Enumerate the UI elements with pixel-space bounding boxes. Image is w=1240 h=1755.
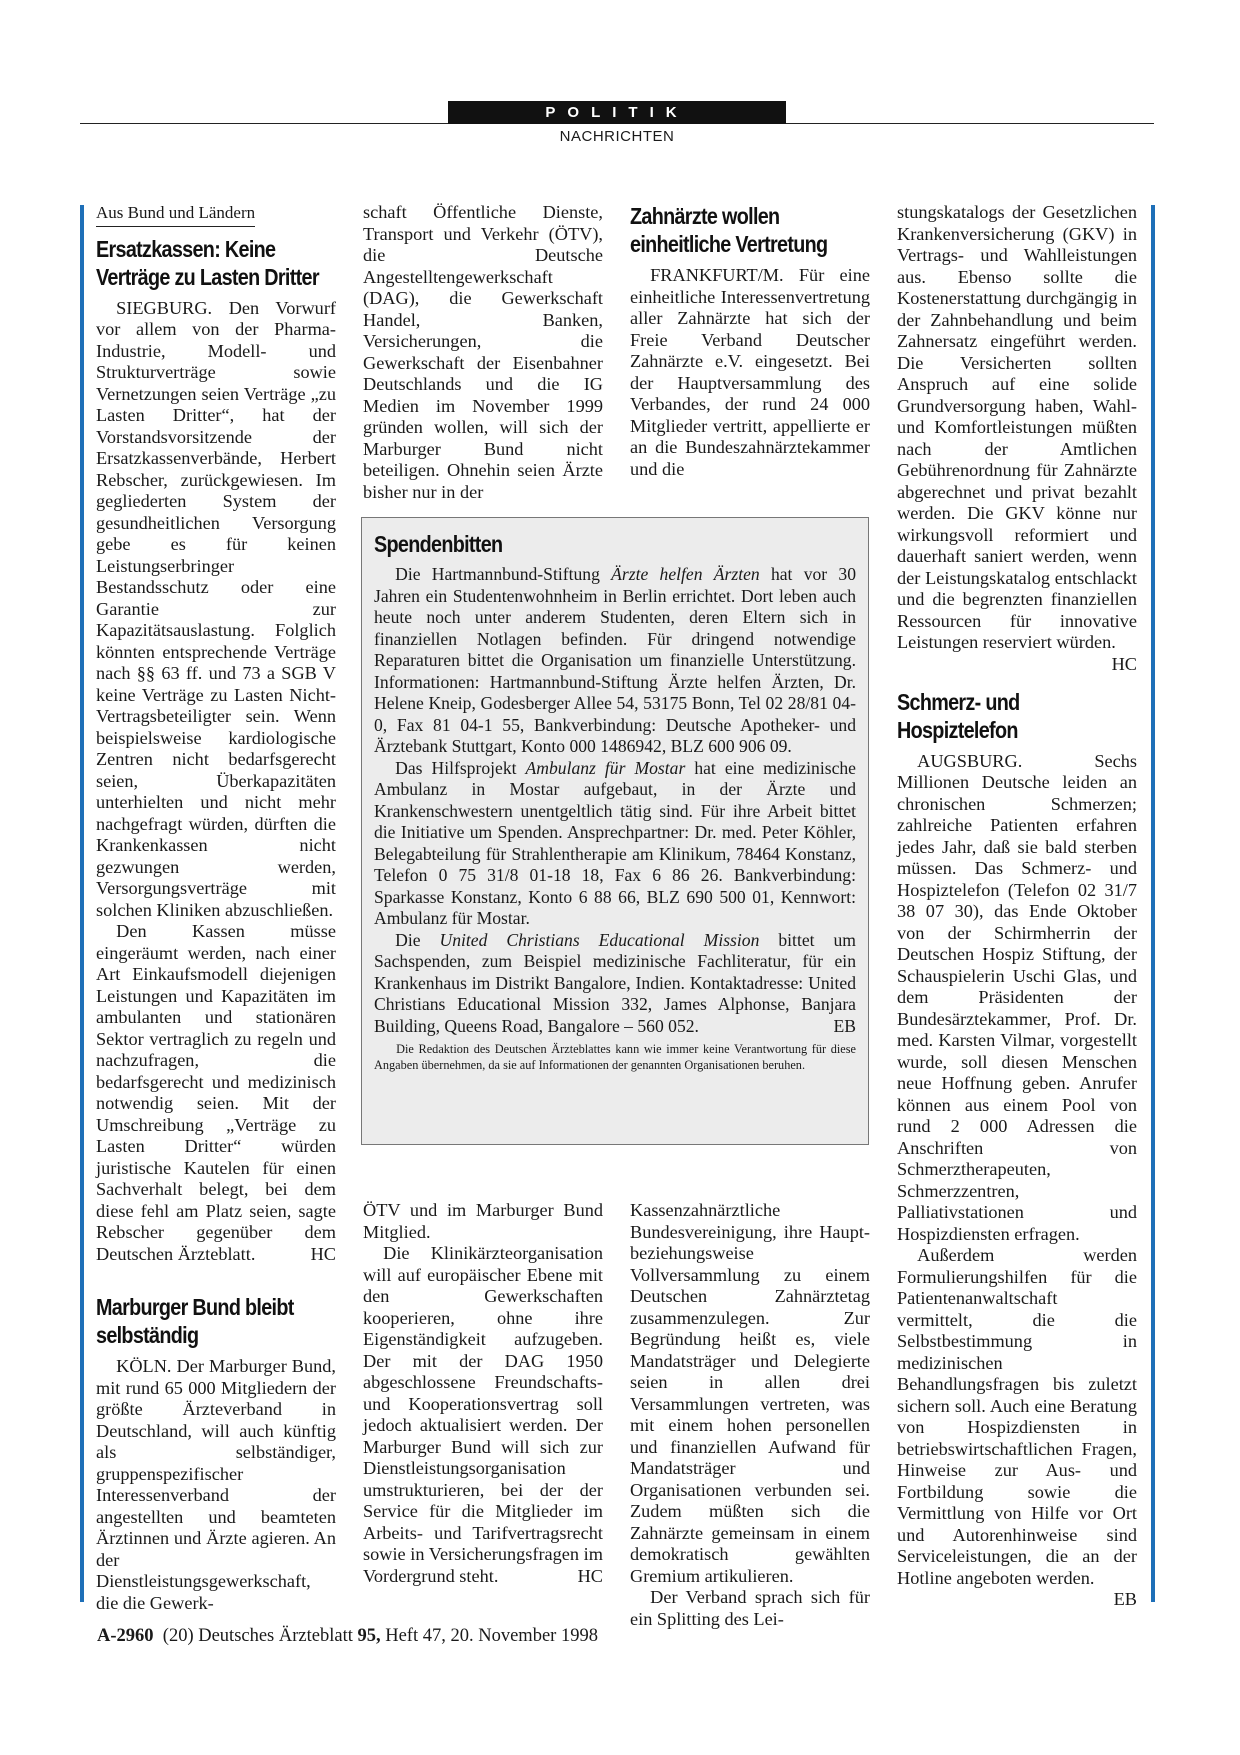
headline-schmerztelefon: Schmerz- und Hospiztelefon — [897, 688, 1020, 743]
subsection-label: NACHRICHTEN — [559, 128, 675, 145]
box-paragraph: Die United Christians Educational Mission bittet um Sachspenden, zum Beispiel medizinische Fachliteratur, für ein Krankenhaus im Distrikt Bangalore, Indien. Kontaktadresse: United Christians Educational Mission 332, James Alphonse, Banjara Building, Queens Road, Bangalore – 560 052. EB — [374, 929, 856, 1036]
article-paragraph: Außerdem werden Formulierungshilfen für die Patientenanwaltschaft vermittelt, die die Selbstbestimmung in medizinischen Behandlungsfragen bis zuletzt sichern soll. Auch eine Beratung von Hospizdiensten in betriebswirtschaftlichen Fragen, Hinweise zur Aus- und Fortbildung sowie die Vermittlung von Hilfe vor Ort und Autorenhinweise sind Serviceleistungen, die an der Hotline angeboten werden. EB — [897, 1245, 1137, 1609]
article-paragraph: stungskatalogs der Gesetzlichen Krankenversicherung (GKV) in Vertrags- und Wahlleistungen aus. Ebenso sollte die Kostenerstattung durchgängig in der Zahnbehandlung und beim Zahnersatz eingeführt werden. Die Versicherten sollten Anspruch auf eine solide Grundversorgung haben, Wahl- und Komfortleistungen müßten nach der Amtlichen Gebührenordnung für Zahnärzte abgerechnet und privat bezahlt werden. Die GKV könne nur wirkungsvoll reformiert und dauerhaft saniert werden, wenn der Leistungskatalog entschlackt und die begrenzten finanziellen Ressourcen für innovative Leistungen reserviert würden. HC — [897, 202, 1137, 674]
column-accent-bar-right — [1151, 205, 1155, 1602]
article-paragraph: Der Verband sprach sich für ein Splitting des Lei- — [630, 1587, 870, 1629]
column-4 — [897, 202, 1137, 1611]
page-number: A-2960 — [97, 1626, 154, 1646]
rubric: Aus Bund und Ländern — [96, 202, 255, 227]
page-footer: A-2960 (20) Deutsches Ärzteblatt 95, Heft 47, 20. November 1998 — [97, 1626, 598, 1646]
article-paragraph: ÖTV und im Marburger Bund Mitglied. — [363, 1200, 603, 1242]
column-2-bottom — [363, 1200, 603, 1587]
editorial-note: Die Redaktion des Deutschen Ärzteblattes kann wie immer keine Verantwortung für diese Angaben übernehmen, da sie auf Informationen der genannten Organisationen beruhen. — [374, 1042, 856, 1072]
headline-ersatzkassen: Ersatzkassen: Keine Verträge zu Lasten Dritter — [96, 235, 319, 290]
article-paragraph: FRANKFURT/M. Für eine einheitliche Interessenvertretung aller Zahnärzte hat sich der Freie Verband Deutscher Zahnärzte e.V. eingesetzt. Bei der Hauptversammlung des Verbandes, der rund 24 000 Mitglieder vertritt, appellierte er an die Bundeszahnärztekammer und die — [630, 265, 870, 479]
column-3-top — [630, 202, 870, 480]
column-2-top — [363, 202, 603, 503]
author-sign: HC — [310, 1243, 336, 1264]
headline-zahnaerzte: Zahnärzte wollen einheitliche Vertretung — [630, 203, 828, 257]
article-paragraph: Den Kassen müsse eingeräumt werden, nach einer Art Einkaufsmodell diejenigen Leistungen und Kapazitäten im ambulanten und stationären Sektor vertraglich zu regeln und nachzufragen, die bedarfsgerecht und medizinisch notwendig seien. Mit der Umschreibung „Verträge zu Lasten Dritter“ würden juristische Kautelen für einen Sachverhalt belegt, bei dem diese fehl am Platz seien, sagte Rebscher gegenüber dem Deutschen Ärzteblatt. HC — [96, 921, 336, 1264]
article-paragraph: SIEGBURG. Den Vorwurf vor allem von der Pharma-Industrie, Modell- und Strukturverträge sowie Vernetzungen seien Verträge „zu Lasten Dritter“, hat der Vorstandsvorsitzende der Ersatzkassenverbände, Herbert Rebscher, zurückgewiesen. Im gegliederten System der gesundheitlichen Versorgung gebe es für keinen Leistungserbringer Bestandsschutz oder eine Garantie zur Kapazitätsauslastung. Folglich könnten entsprechende Verträge nach §§ 63 ff. und 73 a SGB V keine Verträge zu Lasten Nicht-Vertragsbeteiligter sein. Wenn beispielsweise kardiologische Zentren nicht bedarfsgerecht seien, Überkapazitäten unterhielten und nicht mehr nachgefragt würden, dürften die Krankenkassen nicht gezwungen werden, Versorgungsverträge mit solchen Kliniken abzuschließen. — [96, 297, 336, 920]
article-paragraph: AUGSBURG. Sechs Millionen Deutsche leiden an chronischen Schmerzen; zahlreiche Patienten erfahren jedes Jahr, daß sie bald sterben müssen. Das Schmerz- und Hospiztelefon (Telefon 02 31/7 38 07 30), das Ende Oktober von der Schirmherrin der Deutschen Hospiz Stiftung, der Schauspielerin Uschi Glas, und dem Präsidenten der Bundesärztekammer, Prof. Dr. med. Karsten Vilmar, vorgestellt wurde, soll diesen Menschen neue Hoffnung geben. Anrufer können aus einem Pool von rund 2 000 Adressen die Anschriften von Schmerztherapeuten, Schmerzzentren, Palliativstationen und Hospizdiensten erfragen. — [897, 750, 1137, 1244]
donation-box — [361, 517, 869, 1145]
headline-marburger-bund: Marburger Bund bleibt selbständig — [96, 1294, 294, 1348]
article-paragraph: Kassenzahnärztliche Bundesvereinigung, ihre Haupt- beziehungsweise Vollversammlung zu einem Deutschen Zahnärztetag zusammenzulegen. Zur Begründung heißt es, viele Mandatsträger und Delegierte seien in allen drei Versammlungen vertreten, was mit einem hohen personellen und finanziellen Aufwand für Mandatsträger und Organisationen verbunden sei. Zudem müßten sich die Zahnärzte gemeinsam in einem demokratisch gewählten Gremium artikulieren. — [630, 1200, 870, 1586]
author-sign: HC — [1111, 653, 1137, 674]
author-sign: EB — [833, 1015, 856, 1036]
author-sign: HC — [577, 1565, 603, 1586]
headline-spendenbitten: Spendenbitten — [374, 531, 503, 557]
column-1 — [96, 202, 336, 1614]
column-accent-bar-left — [80, 205, 84, 1602]
article-paragraph: KÖLN. Der Marburger Bund, mit rund 65 000 Mitgliedern der größte Ärzteverband in Deutschland, will auch künftig als selbständiger, gruppenspezifischer Interessenverband der angestellten und beamteten Ärztinnen und Ärzte agieren. An der Dienstleistungsgewerkschaft, die die Gewerk- — [96, 1356, 336, 1613]
box-paragraph: Das Hilfsprojekt Ambulanz für Mostar hat eine medizinische Ambulanz in Mostar aufgebaut, in der Ärzte und Krankenschwestern unentgeltlich tätig sind. Für ihre Arbeit bittet die Initiative um Spenden. Ansprechpartner: Dr. med. Peter Köhler, Belegabteilung für Strahlentherapie am Klinikum, 78464 Konstanz, Telefon 0 75 31/8 01-18 18, Fax 6 86 26. Bankverbindung: Sparkasse Konstanz, Konto 6 88 66, BLZ 690 500 01, Kennwort: Ambulanz für Mostar. — [374, 757, 856, 928]
column-3-bottom — [630, 1200, 870, 1630]
section-label: POLITIK — [448, 101, 786, 124]
box-paragraph: Die Hartmannbund-Stiftung Ärzte helfen Ärzten hat vor 30 Jahren ein Studentenwohnheim in Berlin errichtet. Dort leben auch heute noch unter anderem Studenten, deren Eltern sich in finanziellen Notlagen befinden. Für dringend notwendige Reparaturen bittet die Organisation um finanzielle Unterstützung. Informationen: Hartmannbund-Stiftung Ärzte helfen Ärzten, Dr. Helene Kneip, Godesberger Allee 54, 53175 Bonn, Tel 02 28/81 04-0, Fax 81 04-1 55, Bankverbindung: Deutsche Apotheker- und Ärztebank Stuttgart, Konto 000 1486942, BLZ 600 906 09. — [374, 564, 857, 756]
author-sign: EB — [1113, 1589, 1137, 1609]
article-paragraph: Die Klinikärzteorganisation will auf europäischer Ebene mit den Gewerkschaften kooperieren, ohne ihre Eigenständigkeit aufzugeben. Der mit der DAG 1950 abgeschlossene Freundschafts- und Kooperationsvertrag soll jedoch aktualisiert werden. Der Marburger Bund will sich zur Dienstleistungsorganisation umstrukturieren, bei der der Service für die Mitglieder im Arbeits- und Tarifvertragsrecht sowie in Versicherungsfragen im Vordergrund steht. HC — [363, 1243, 603, 1586]
article-paragraph: schaft Öffentliche Dienste, Transport und Verkehr (ÖTV), die Deutsche Angestelltengewerkschaft (DAG), die Gewerkschaft Handel, Banken, Versicherungen, die Gewerkschaft der Eisenbahner Deutschlands und die IG Medien im November 1999 gründen wollen, will sich der Marburger Bund nicht beteiligen. Ohnehin seien Ärzte bisher nur in der — [363, 202, 603, 502]
